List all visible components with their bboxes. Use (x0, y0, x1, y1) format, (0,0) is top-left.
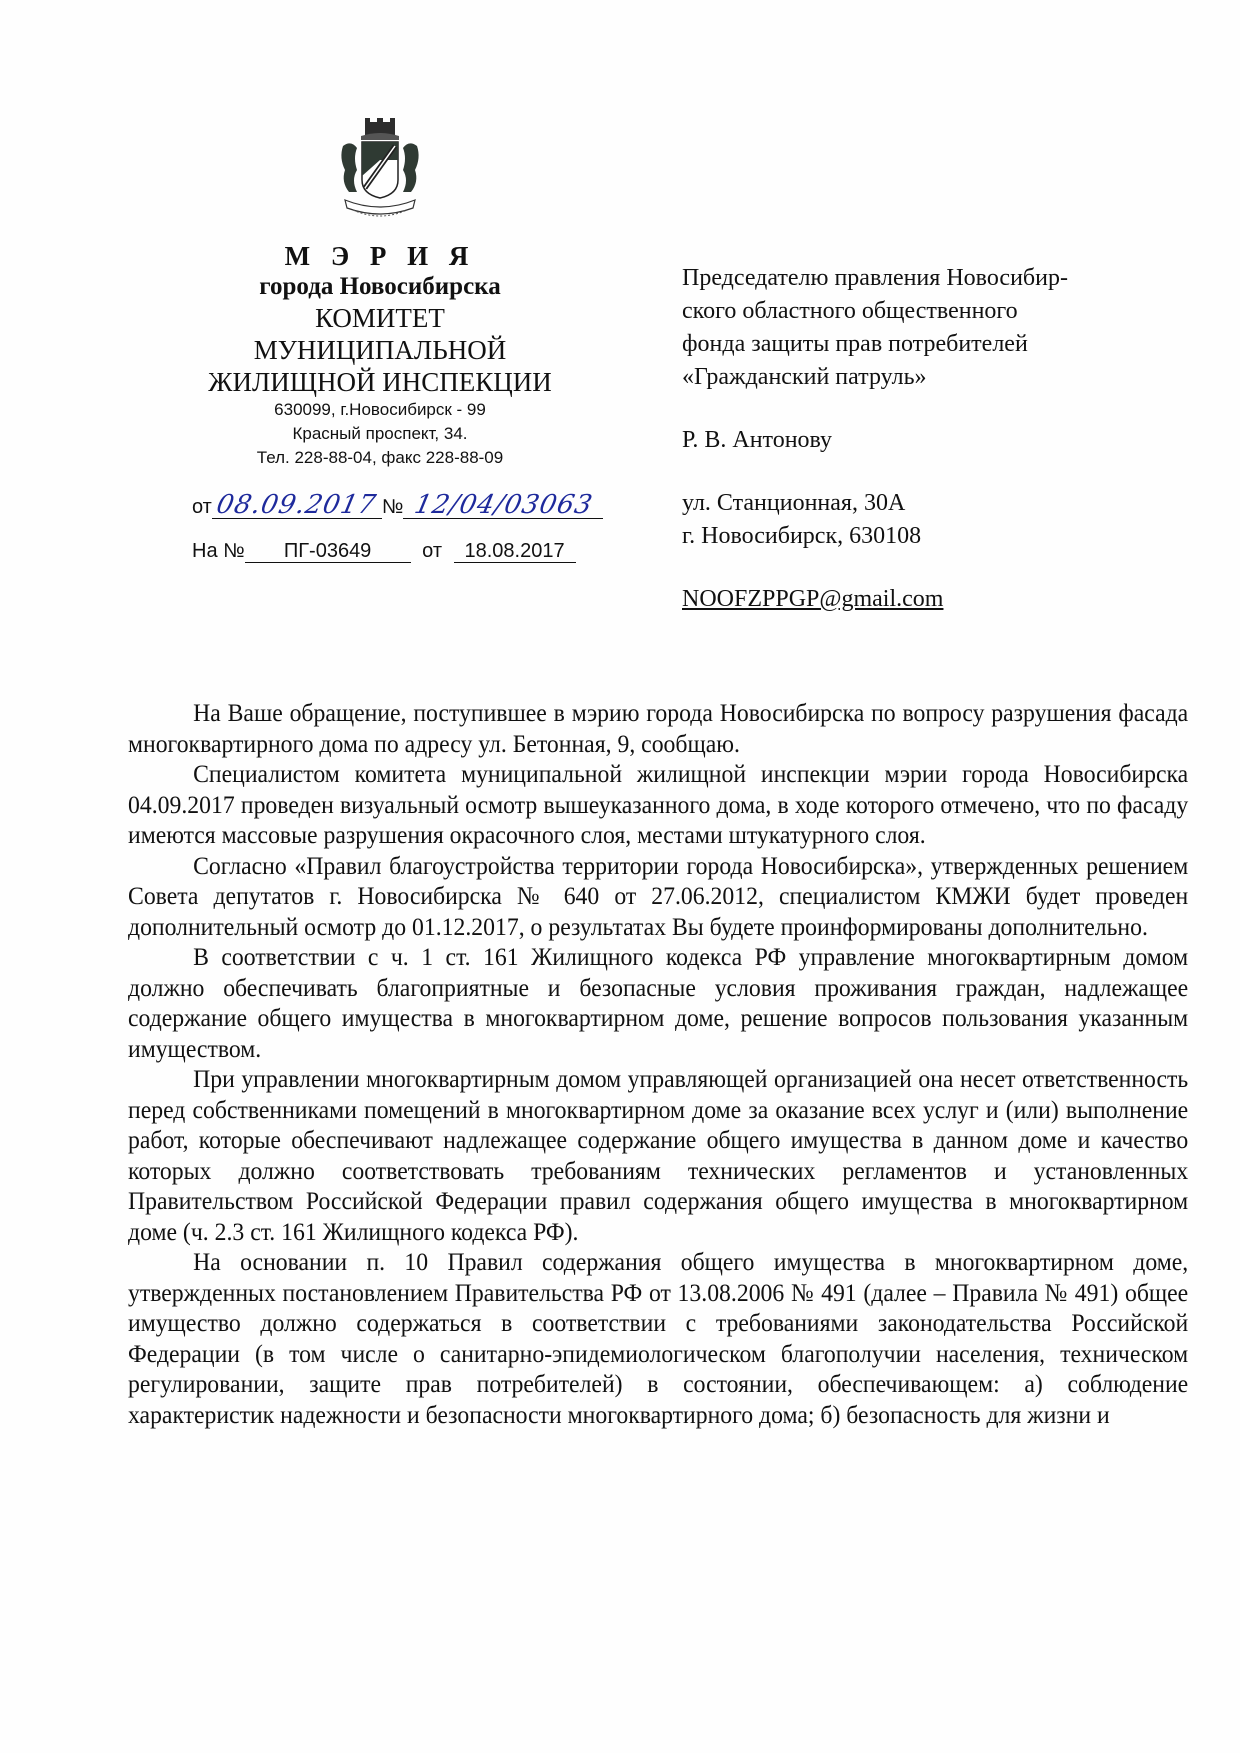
addressee-block (682, 262, 1202, 616)
number-label: № (381, 496, 404, 518)
body-paragraph: Согласно «Правил благоустройства территории города Новосибирска», утвержденных решением Совета депутатов г. Новосибирска № 640 от 27.06.2012, специалистом КМЖИ будет проведен дополнительный осмотр до 01.12.2017, о результатах Вы будете проинформированы дополнительно. (128, 850, 1189, 941)
outgoing-date: 08.09.2017 (214, 490, 380, 520)
outgoing-number: 12/04/03063 (411, 490, 596, 520)
body-paragraph: На Ваше обращение, поступившее в мэрию города Новосибирска по вопросу разрушения фасада многоквартирного дома по адресу ул. Бетонная, 9, сообщаю. (128, 698, 1189, 758)
addressee-position-line: фонда защиты прав потребителей (682, 331, 1028, 357)
addressee-street: ул. Станционная, 30А (682, 490, 906, 516)
org-address-line-1: 630099, г.Новосибирск - 99 (274, 400, 486, 419)
addressee-position-line: ского областного общественного (682, 298, 1018, 324)
outgoing-reference (192, 490, 603, 520)
org-phone: Тел. 228-88-04, факс 228-88-09 (256, 448, 504, 467)
addressee-name: Р. В. Антонову (682, 427, 833, 453)
letterhead (170, 118, 590, 470)
reply-to-date: 18.08.2017 (454, 540, 576, 563)
dept-line-1: КОМИТЕТ (315, 303, 445, 333)
addressee-position-line: «Гражданский патруль» (682, 364, 927, 390)
addressee-email-link[interactable]: NOOFZPPGP@gmail.com (682, 586, 944, 612)
dept-line-2: МУНИЦИПАЛЬНОЙ (253, 335, 507, 365)
addressee-position-line: Председателю правления Новосибир- (682, 265, 1068, 291)
outgoing-date-field (212, 490, 382, 520)
reply-to-label: На № (192, 540, 245, 562)
addressee-city: г. Новосибирск, 630108 (682, 523, 922, 549)
body-paragraph: На основании п. 10 Правил содержания общего имущества в многоквартирном доме, утвержденных постановлением Правительства РФ от 13.08.2006 № 491 (далее – Правила № 491) общее имущество должно содержаться в соответствии с требованиями законодательства Российской Федерации (в том числе о санитарно-эпидемиологическом благополучии населения, техническом регулировании, защите прав потребителей) в состоянии, обеспечивающем: а) соблюдение характеристик надежности и безопасности многоквартирного дома; б) безопасность для жизни и (128, 1247, 1189, 1429)
letter-body (128, 698, 1188, 1430)
outgoing-number-field (403, 490, 603, 520)
reply-reference (192, 540, 576, 563)
body-paragraph: При управлении многоквартирным домом управляющей организацией она несет ответственность перед собственниками помещений в многоквартирном доме за оказание всех услуг и (или) выполнение работ, которые обеспечивают надлежащее содержание общего имущества в данном доме и качество которых должно соответствовать требованиям технических регламентов и установленных Правительством Российской Федерации правил содержания общего имущества в многоквартирном доме (ч. 2.3 ст. 161 Жилищного кодекса РФ). (128, 1064, 1189, 1246)
body-paragraph: Специалистом комитета муниципальной жилищной инспекции мэрии города Новосибирска 04.09.2017 проведен визуальный осмотр вышеуказанного дома, в ходе которого отмечено, что по фасаду имеются массовые разрушения окрасочного слоя, местами штукатурного слоя. (128, 759, 1189, 849)
dept-line-3: ЖИЛИЩНОЙ ИНСПЕКЦИИ (208, 367, 552, 397)
from-label: от (192, 496, 212, 518)
body-paragraph: В соответствии с ч. 1 ст. 161 Жилищного кодекса РФ управление многоквартирным домом должно обеспечивать благоприятные и безопасные условия проживания граждан, надлежащее содержание общего имущества в многоквартирном доме, решение вопросов пользования указанным имуществом. (128, 942, 1189, 1063)
org-name: М Э Р И Я (284, 241, 476, 271)
reply-date-label: от (422, 540, 442, 562)
reply-to-number: ПГ-03649 (245, 540, 411, 563)
novosibirsk-coat-of-arms-icon (335, 118, 425, 228)
org-address-line-2: Красный проспект, 34. (292, 424, 468, 443)
org-city: города Новосибирска (259, 273, 501, 300)
